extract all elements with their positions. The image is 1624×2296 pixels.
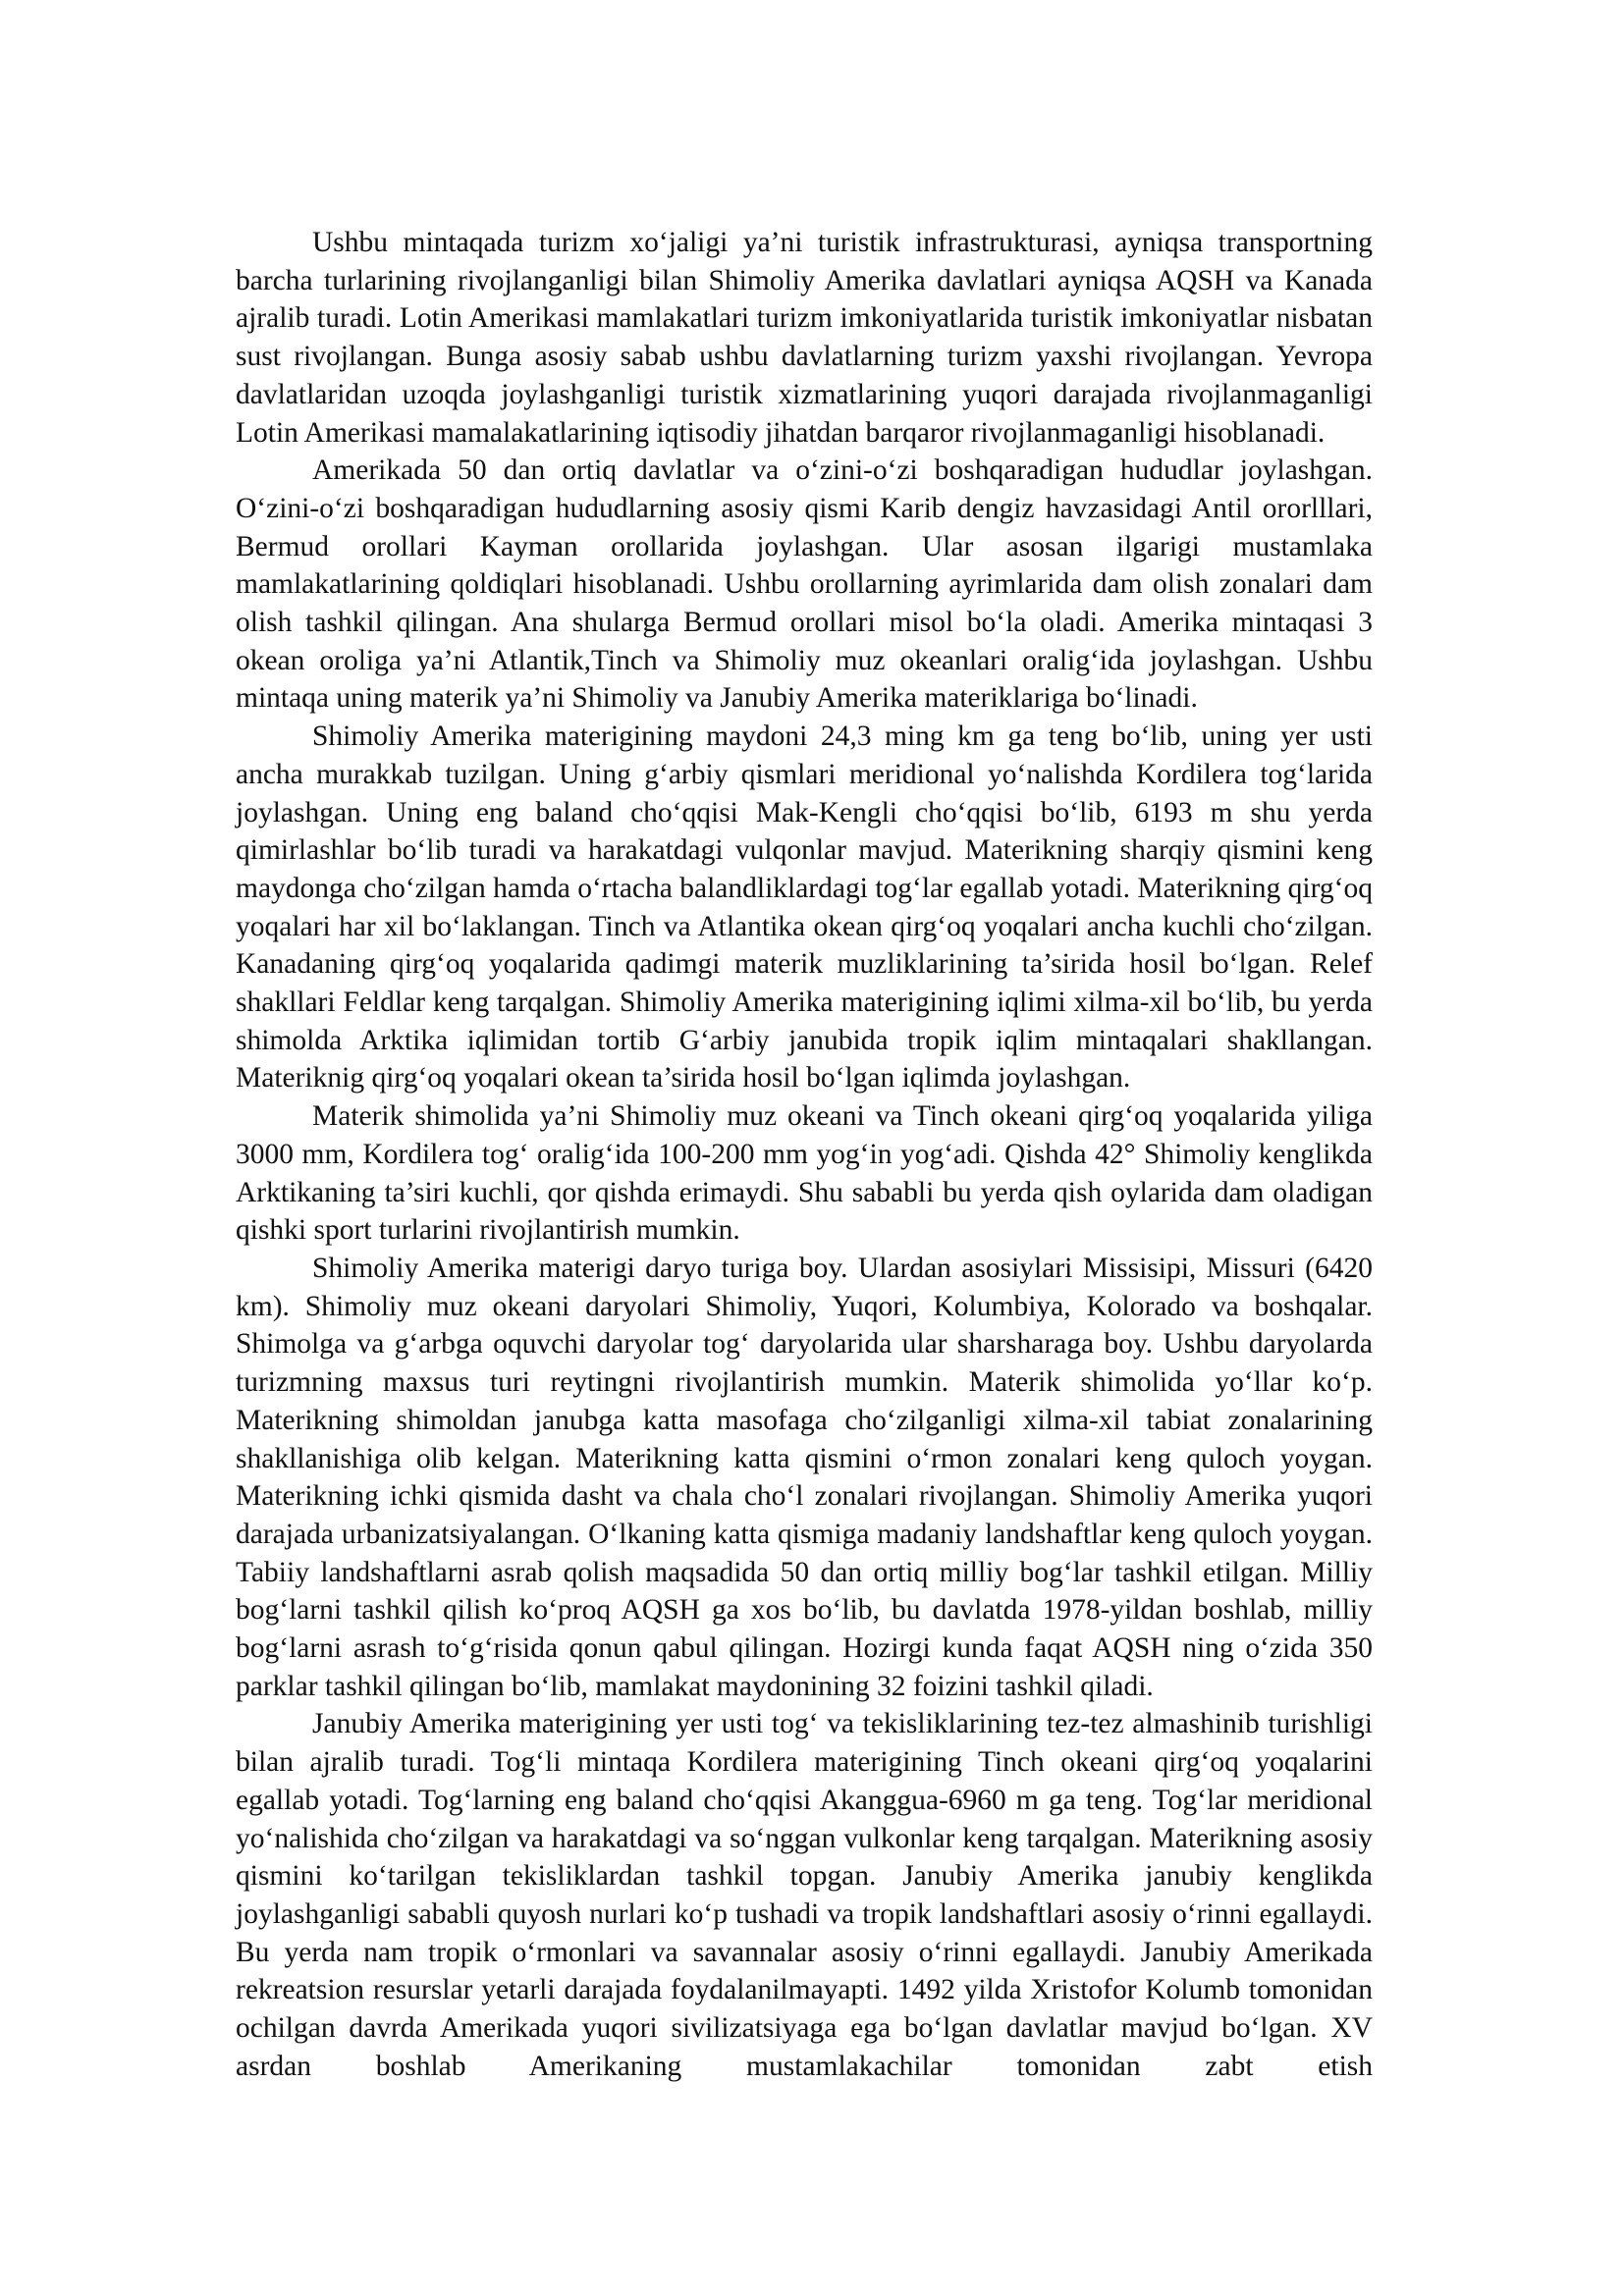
body-text xyxy=(236,224,1373,2085)
paragraph: Janubiy Amerika materigining yer usti tog‘ va tekisliklarining tez-tez almashinib turishligi bilan ajralib turadi. Tog‘li mintaqa Kordilera materigining Tinch okeani qirg‘oq yoqalarini egallab yotadi. Tog‘larning eng baland cho‘qqisi Akanggua-6960 m ga teng. Tog‘lar meridional yo‘nalishida cho‘zilgan va harakatdagi va so‘nggan vulkonlar keng tarqalgan. Materikning asosiy qismini ko‘tarilgan tekisliklardan tashkil topgan. Janubiy Amerika janubiy kenglikda joylashganligi sababli quyosh nurlari ko‘p tushadi va tropik landshaftlari asosiy o‘rinni egallaydi. Bu yerda nam tropik o‘rmonlari va savannalar asosiy o‘rinni egallaydi. Janubiy Amerikada rekreatsion resurslar yetarli darajada foydalanilmayapti. 1492 yilda Xristofor Kolumb tomonidan ochilgan davrda Amerikada yuqori sivilizatsiyaga ega bo‘lgan davlatlar mavjud bo‘lgan. XV asrdan boshlab Amerikaning mustamlakachilar tomonidan zabt etish xyxy=(236,1708,1373,2082)
paragraph: Shimoliy Amerika materigining maydoni 24,3 ming km ga teng bo‘lib, uning yer usti ancha murakkab tuzilgan. Uning g‘arbiy qismlari meridional yo‘nalishda Kordilera tog‘larida joylashgan. Uning eng baland cho‘qqisi Mak-Kengli cho‘qqisi bo‘lib, 6193 m shu yerda qimirlashlar bo‘lib turadi va harakatdagi vulqonlar mavjud. Materikning sharqiy qismini keng maydonga cho‘zilgan hamda o‘rtacha balandliklardagi tog‘lar egallab yotadi. Materikning qirg‘oq yoqalari har xil bo‘laklangan. Tinch va Atlantika okean qirg‘oq yoqalari ancha kuchli cho‘zilgan. Kanadaning qirg‘oq yoqalarida qadimgi materik muzliklarining ta’sirida hosil bo‘lgan. Relef shakllari Feldlar keng tarqalgan. Shimoliy Amerika materigining iqlimi xilma-xil bo‘lib, bu yerda shimolda Arktika iqlimidan tortib G‘arbiy janubida tropik iqlim mintaqalari shakllangan. Materiknig qirg‘oq yoqalari okean ta’sirida hosil bo‘lgan iqlimda joylashgan. xyxy=(236,721,1373,1095)
paragraph: Ushbu mintaqada turizm xo‘jaligi ya’ni turistik infrastrukturasi, ayniqsa transportning barcha turlarining rivojlanganligi bilan Shimoliy Amerika davlatlari ayniqsa AQSH va Kanada ajralib turadi. Lotin Amerikasi mamlakatlari turizm imkoniyatlarida turistik imkoniyatlar nisbatan sust rivojlangan. Bunga asosiy sabab ushbu davlatlarning turizm yaxshi rivojlangan. Yevropa davlatlaridan uzoqda joylashganligi turistik xizmatlarining yuqori darajada rivojlanmaganligi Lotin Amerikasi mamalakatlarining iqtisodiy jihatdan barqaror rivojlanmaganligi hisoblanadi. xyxy=(236,227,1373,449)
paragraph: Materik shimolida ya’ni Shimoliy muz okeani va Tinch okeani qirg‘oq yoqalarida yiliga 3000 mm, Kordilera tog‘ oralig‘ida 100-200 mm yog‘in yog‘adi. Qishda 42° Shimoliy kenglikda Arktikaning ta’siri kuchli, qor qishda erimaydi. Shu sababli bu yerda qish oylarida dam oladigan qishki sport turlarini rivojlantirish mumkin. xyxy=(236,1100,1373,1247)
paragraph: Shimoliy Amerika materigi daryo turiga boy. Ulardan asosiylari Missisipi, Missuri (6420 km). Shimoliy muz okeani daryolari Shimoliy, Yuqori, Kolumbiya, Kolorado va boshqalar. Shimolga va g‘arbga oquvchi daryolar tog‘ daryolarida ular sharsharaga boy. Ushbu daryolarda turizmning maxsus turi reytingni rivojlantirish mumkin. Materik shimolida yo‘llar ko‘p. Materikning shimoldan janubga katta masofaga cho‘zilganligi xilma-xil tabiat zonalarining shakllanishiga olib kelgan. Materikning katta qismini o‘rmon zonalari keng quloch yoygan. Materikning ichki qismida dasht va chala cho‘l zonalari rivojlangan. Shimoliy Amerika yuqori darajada urbanizatsiyalangan. O‘lkaning katta qismiga madaniy landshaftlar keng quloch yoygan. Tabiiy landshaftlarni asrab qolish maqsadida 50 dan ortiq milliy bog‘lar tashkil etilgan. Milliy bog‘larni tashkil qilish ko‘proq AQSH ga xos bo‘lib, bu davlatda 1978-yildan boshlab, milliy bog‘larni asrash to‘g‘risida qonun qabul qilingan. Hozirgi kunda faqat AQSH ning o‘zida 350 parklar tashkil qilingan bo‘lib, mamlakat maydonining 32 foizini tashkil qiladi. xyxy=(236,1252,1373,1702)
paragraph: Amerikada 50 dan ortiq davlatlar va o‘zini-o‘zi boshqaradigan hududlar joylashgan. O‘zini-o‘zi boshqaradigan hududlarning asosiy qismi Karib dengiz havzasidagi Antil ororlllari, Bermud orollari Kayman orollarida joylashgan. Ular asosan ilgarigi mustamlaka mamlakatlarining qoldiqlari hisoblanadi. Ushbu orollarning ayrimlarida dam olish zonalari dam olish tashkil qilingan. Ana shularga Bermud orollari misol bo‘la oladi. Amerika mintaqasi 3 okean oroliga ya’ni Atlantik,Tinch va Shimoliy muz okeanlari oralig‘ida joylashgan. Ushbu mintaqa uning materik ya’ni Shimoliy va Janubiy Amerika materiklariga bo‘linadi. xyxy=(236,454,1373,715)
